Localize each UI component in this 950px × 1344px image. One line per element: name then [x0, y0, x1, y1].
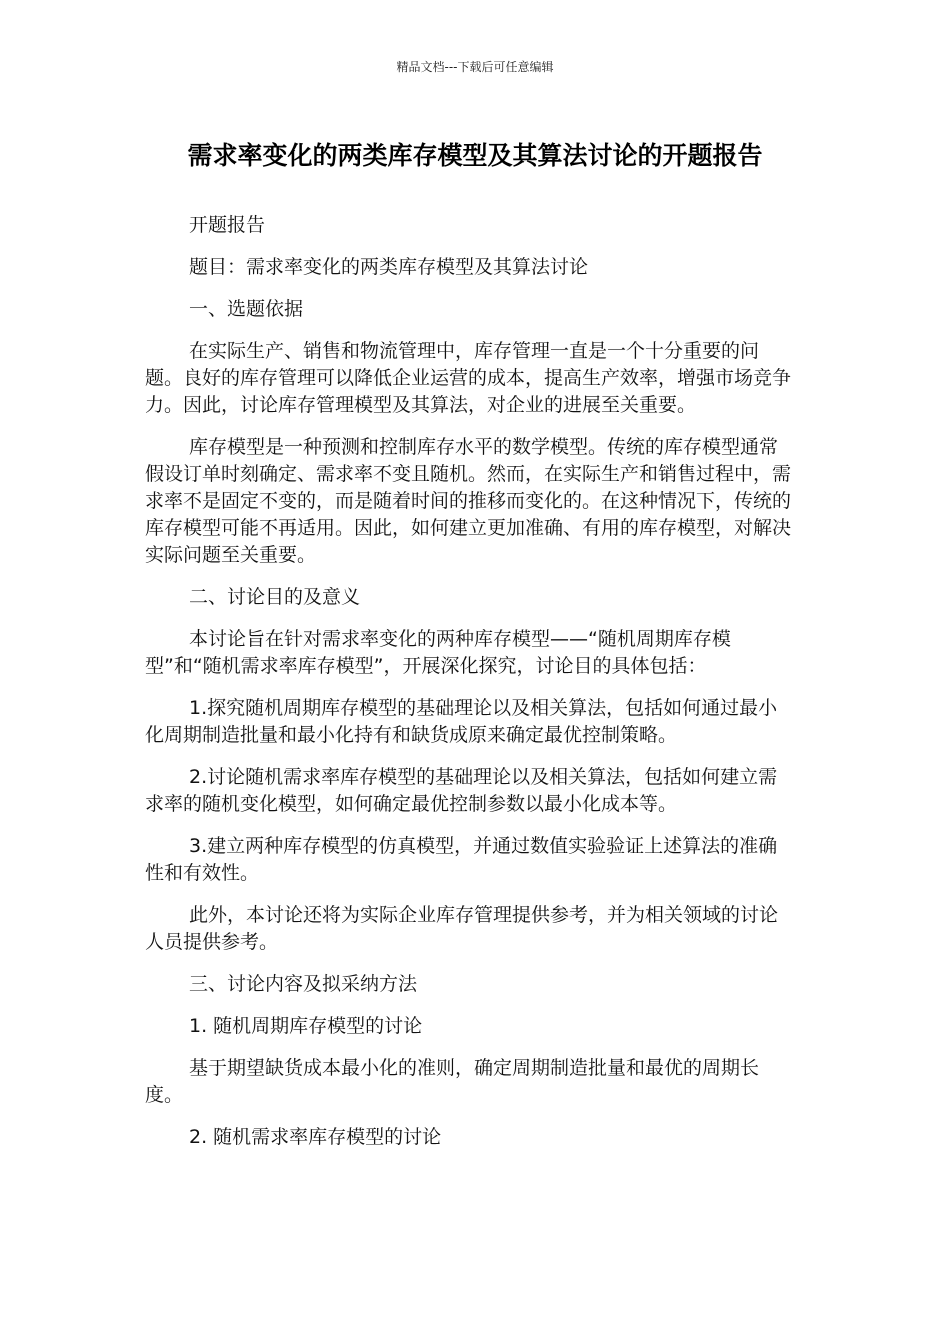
paragraph-topic: 题目：需求率变化的两类库存模型及其算法讨论 [189, 256, 589, 278]
paragraph: 基于期望缺货成本最小化的准则，确定周期制造批量和最优的周期长度。 [145, 1057, 760, 1106]
subsection-heading: 2. 随机需求率库存模型的讨论 [189, 1126, 442, 1148]
list-item: 1.探究随机周期库存模型的基础理论以及相关算法，包括如何通过最小化周期制造批量和最小化持有和缺货成原来确定最优控制策略。 [145, 697, 778, 746]
paragraph: 库存模型是一种预测和控制库存水平的数学模型。传统的库存模型通常假设订单时刻确定、需求率不变且随机。然而，在实际生产和销售过程中，需求率不是固定不变的，而是随着时间的推移而变化的。在这种情况下，传统的库存模型可能不再适用。因此，如何建立更加准确、有用的库存模型，对解决实际问题至关重要。 [145, 436, 792, 566]
subsection-heading: 1. 随机周期库存模型的讨论 [189, 1015, 423, 1037]
section-heading-3: 三、讨论内容及拟采纳方法 [189, 973, 418, 995]
document-title: 需求率变化的两类库存模型及其算法讨论的开题报告 [187, 141, 763, 170]
paragraph: 此外，本讨论还将为实际企业库存管理提供参考，并为相关领域的讨论人员提供参考。 [145, 904, 779, 953]
document-body [145, 212, 795, 1166]
page-header-note: 精品文档---下载后可任意编辑 [396, 60, 554, 74]
section-heading-2: 二、讨论目的及意义 [189, 586, 361, 608]
paragraph: 本讨论旨在针对需求率变化的两种库存模型——“随机周期库存模型”和“随机需求率库存模型”，开展深化探究，讨论目的具体包括： [145, 628, 731, 677]
list-item: 2.讨论随机需求率库存模型的基础理论以及相关算法，包括如何建立需求率的随机变化模型，如何确定最优控制参数以最小化成本等。 [145, 766, 778, 815]
section-heading-1: 一、选题依据 [189, 298, 304, 320]
list-item: 3.建立两种库存模型的仿真模型，并通过数值实验验证上述算法的准确性和有效性。 [145, 835, 778, 884]
paragraph: 在实际生产、销售和物流管理中，库存管理一直是一个十分重要的问题。良好的库存管理可以降低企业运营的成本，提高生产效率，增强市场竞争力。因此，讨论库存管理模型及其算法，对企业的进展至关重要。 [145, 340, 792, 416]
paragraph-report-label: 开题报告 [189, 214, 266, 236]
